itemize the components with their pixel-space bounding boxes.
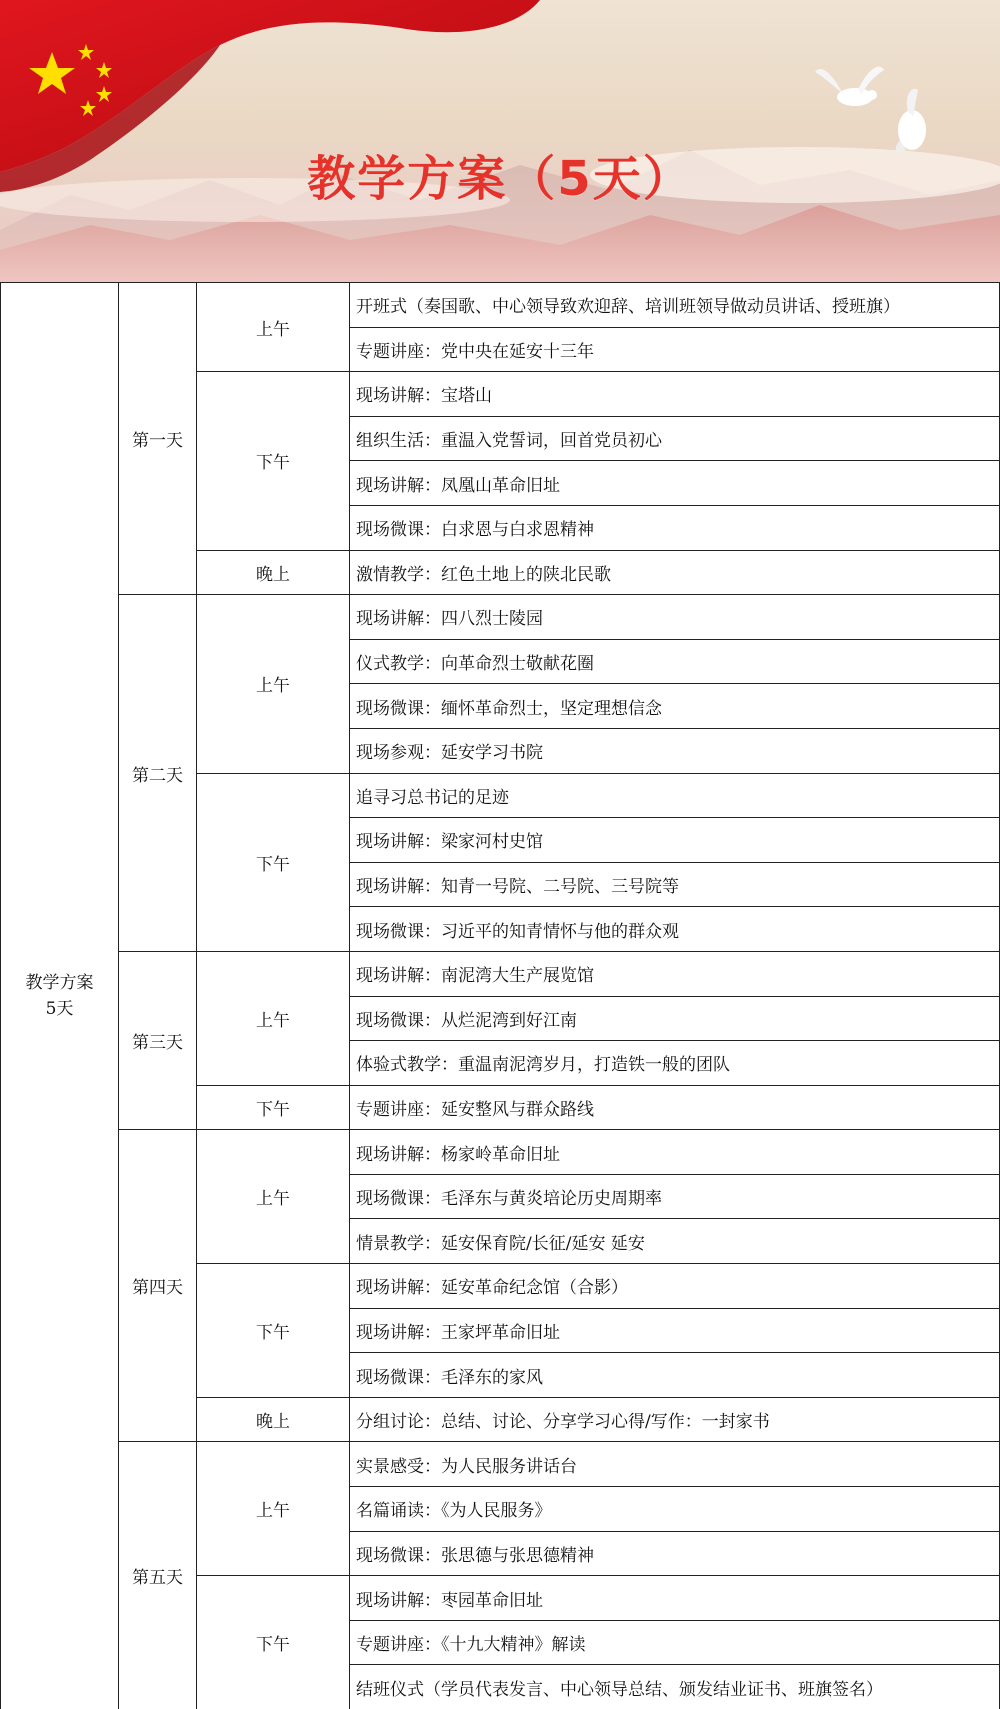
activity-cell: 现场微课：缅怀革命烈士，坚定理想信念 [350, 684, 1000, 729]
period-cell: 下午 [197, 372, 350, 550]
activity-cell: 现场微课：毛泽东与黄炎培论历史周期率 [350, 1174, 1000, 1219]
header-banner [0, 0, 1000, 282]
activity-cell: 名篇诵读：《为人民服务》 [350, 1487, 1000, 1532]
table-row [1, 1130, 1000, 1175]
period-cell: 晚上 [197, 550, 350, 595]
activity-cell: 现场讲解：四八烈士陵园 [350, 595, 1000, 640]
period-cell: 下午 [197, 1264, 350, 1398]
day-cell: 第二天 [119, 595, 197, 952]
period-cell: 上午 [197, 951, 350, 1085]
table-row [1, 283, 1000, 328]
activity-cell: 专题讲座：延安整风与群众路线 [350, 1085, 1000, 1130]
activity-cell: 现场讲解：凤凰山革命旧址 [350, 461, 1000, 506]
activity-cell: 现场讲解：梁家河村史馆 [350, 818, 1000, 863]
period-cell: 上午 [197, 1130, 350, 1264]
activity-cell: 情景教学：延安保育院/长征/延安 延安 [350, 1219, 1000, 1264]
activity-cell: 现场讲解：知青一号院、二号院、三号院等 [350, 862, 1000, 907]
dove-icon [815, 67, 884, 106]
day-cell: 第一天 [119, 283, 197, 595]
period-cell: 下午 [197, 1576, 350, 1709]
activity-cell: 现场讲解：南泥湾大生产展览馆 [350, 951, 1000, 996]
activity-cell: 现场微课：从烂泥湾到好江南 [350, 996, 1000, 1041]
period-cell: 下午 [197, 1085, 350, 1130]
activity-cell: 现场讲解：枣园革命旧址 [350, 1576, 1000, 1621]
table-row [1, 951, 1000, 996]
period-cell: 晚上 [197, 1397, 350, 1442]
activity-cell: 结班仪式（学员代表发言、中心领导总结、颁发结业证书、班旗签名） [350, 1665, 1000, 1709]
activity-cell: 现场参观：延安学习书院 [350, 728, 1000, 773]
activity-cell: 专题讲座：《十九大精神》解读 [350, 1620, 1000, 1665]
activity-cell: 专题讲座：党中央在延安十三年 [350, 327, 1000, 372]
plan-duration: 5天 [45, 999, 74, 1019]
activity-cell: 激情教学：红色土地上的陕北民歌 [350, 550, 1000, 595]
day-cell: 第五天 [119, 1442, 197, 1709]
plan-label-cell [1, 283, 119, 1709]
schedule-table [0, 282, 1000, 1709]
period-cell: 上午 [197, 595, 350, 773]
activity-cell: 现场微课：张思德与张思德精神 [350, 1531, 1000, 1576]
activity-cell: 现场微课：白求恩与白求恩精神 [350, 505, 1000, 550]
activity-cell: 现场讲解：杨家岭革命旧址 [350, 1130, 1000, 1175]
activity-cell: 仪式教学：向革命烈士敬献花圈 [350, 639, 1000, 684]
period-cell: 下午 [197, 773, 350, 951]
activity-cell: 开班式（奏国歌、中心领导致欢迎辞、培训班领导做动员讲话、授班旗） [350, 283, 1000, 328]
activity-cell: 体验式教学：重温南泥湾岁月，打造铁一般的团队 [350, 1041, 1000, 1086]
period-cell: 上午 [197, 283, 350, 372]
plan-label: 教学方案 [25, 973, 94, 993]
activity-cell: 现场讲解：王家坪革命旧址 [350, 1308, 1000, 1353]
period-cell: 上午 [197, 1442, 350, 1576]
activity-cell: 现场讲解：延安革命纪念馆（合影） [350, 1264, 1000, 1309]
activity-cell: 现场微课：习近平的知青情怀与他的群众观 [350, 907, 1000, 952]
table-row [1, 1442, 1000, 1487]
day-cell: 第四天 [119, 1130, 197, 1442]
table-row [1, 595, 1000, 640]
schedule-body [1, 283, 1000, 1709]
day-cell: 第三天 [119, 951, 197, 1129]
activity-cell: 现场微课：毛泽东的家风 [350, 1353, 1000, 1398]
activity-cell: 追寻习总书记的足迹 [350, 773, 1000, 818]
page-title: 教学方案（5天） [307, 151, 693, 207]
activity-cell: 实景感受：为人民服务讲话台 [350, 1442, 1000, 1487]
activity-cell: 组织生活：重温入党誓词，回首党员初心 [350, 416, 1000, 461]
activity-cell: 现场讲解：宝塔山 [350, 372, 1000, 417]
activity-cell: 分组讨论：总结、讨论、分享学习心得/写作：一封家书 [350, 1397, 1000, 1442]
